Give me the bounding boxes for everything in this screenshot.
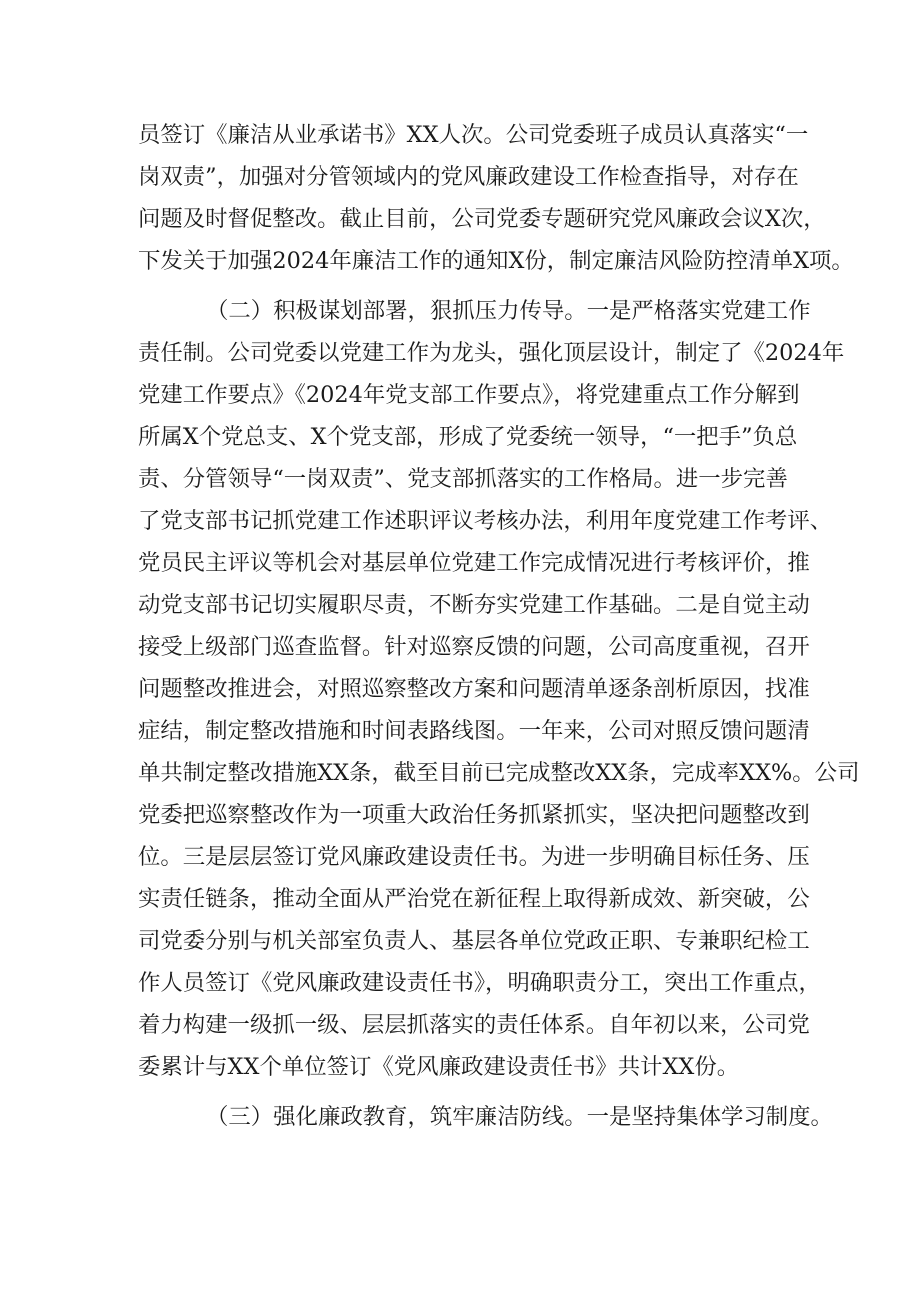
text-line: 员签订《廉洁从业承诺书》XX人次。公司党委班子成员认真落实“一 xyxy=(138,122,809,148)
paragraph-heading-3: （三）强化廉政教育，筑牢廉洁防线。一是坚持集体学习制度。 xyxy=(206,1104,833,1130)
text-line: 所属X个党总支、X个党支部，形成了党委统一领导，“一把手”负总 xyxy=(138,424,798,450)
text-line: 党员民主评议等机会对基层单位党建工作完成情况进行考核评价，推 xyxy=(138,550,810,576)
text-line: 症结，制定整改措施和时间表路线图。一年来，公司对照反馈问题清 xyxy=(138,718,810,744)
text-line: 了党支部书记抓党建工作述职评议考核办法，利用年度党建工作考评、 xyxy=(138,508,833,534)
text-line: 司党委分别与机关部室负责人、基层各单位党政正职、专兼职纪检工 xyxy=(138,928,810,954)
paragraph-heading-2: （二）积极谋划部署，狠抓压力传导。一是严格落实党建工作 xyxy=(206,298,811,324)
text-line: 单共制定整改措施XX条，截至目前已完成整改XX条，完成率XX%。公司 xyxy=(138,760,860,786)
text-line: 岗双责”，加强对分管领域内的党风廉政建设工作检查指导，对存在 xyxy=(138,164,799,190)
text-line: 着力构建一级抓一级、层层抓落实的责任体系。自年初以来，公司党 xyxy=(138,1012,810,1038)
text-line: 责、分管领导“一岗双责”、党支部抓落实的工作格局。进一步完善 xyxy=(138,466,788,492)
text-line: 党委把巡察整改作为一项重大政治任务抓紧抓实，坚决把问题整改到 xyxy=(138,802,810,828)
text-line: 问题整改推进会，对照巡察整改方案和问题清单逐条剖析原因，找准 xyxy=(138,676,810,702)
text-line: 委累计与XX个单位签订《党风廉政建设责任书》共计XX份。 xyxy=(138,1054,740,1080)
text-line: 作人员签订《党风廉政建设责任书》，明确职责分工，突出工作重点， xyxy=(138,970,821,996)
text-line: 实责任链条，推动全面从严治党在新征程上取得新成效、新突破，公 xyxy=(138,886,810,912)
text-line: 动党支部书记切实履职尽责，不断夯实党建工作基础。二是自觉主动 xyxy=(138,592,810,618)
text-line: 责任制。公司党委以党建工作为龙头，强化顶层设计，制定了《2024年 xyxy=(138,340,845,366)
text-line: 位。三是层层签订党风廉政建设责任书。为进一步明确目标任务、压 xyxy=(138,844,810,870)
text-line: 接受上级部门巡查监督。针对巡察反馈的问题，公司高度重视，召开 xyxy=(138,634,810,660)
text-line: 问题及时督促整改。截止目前，公司党委专题研究党风廉政会议X次， xyxy=(138,206,826,232)
text-line: 下发关于加强2024年廉洁工作的通知X份，制定廉洁风险防控清单X项。 xyxy=(138,248,854,274)
text-line: 党建工作要点》《2024年党支部工作要点》，将党建重点工作分解到 xyxy=(138,382,800,408)
